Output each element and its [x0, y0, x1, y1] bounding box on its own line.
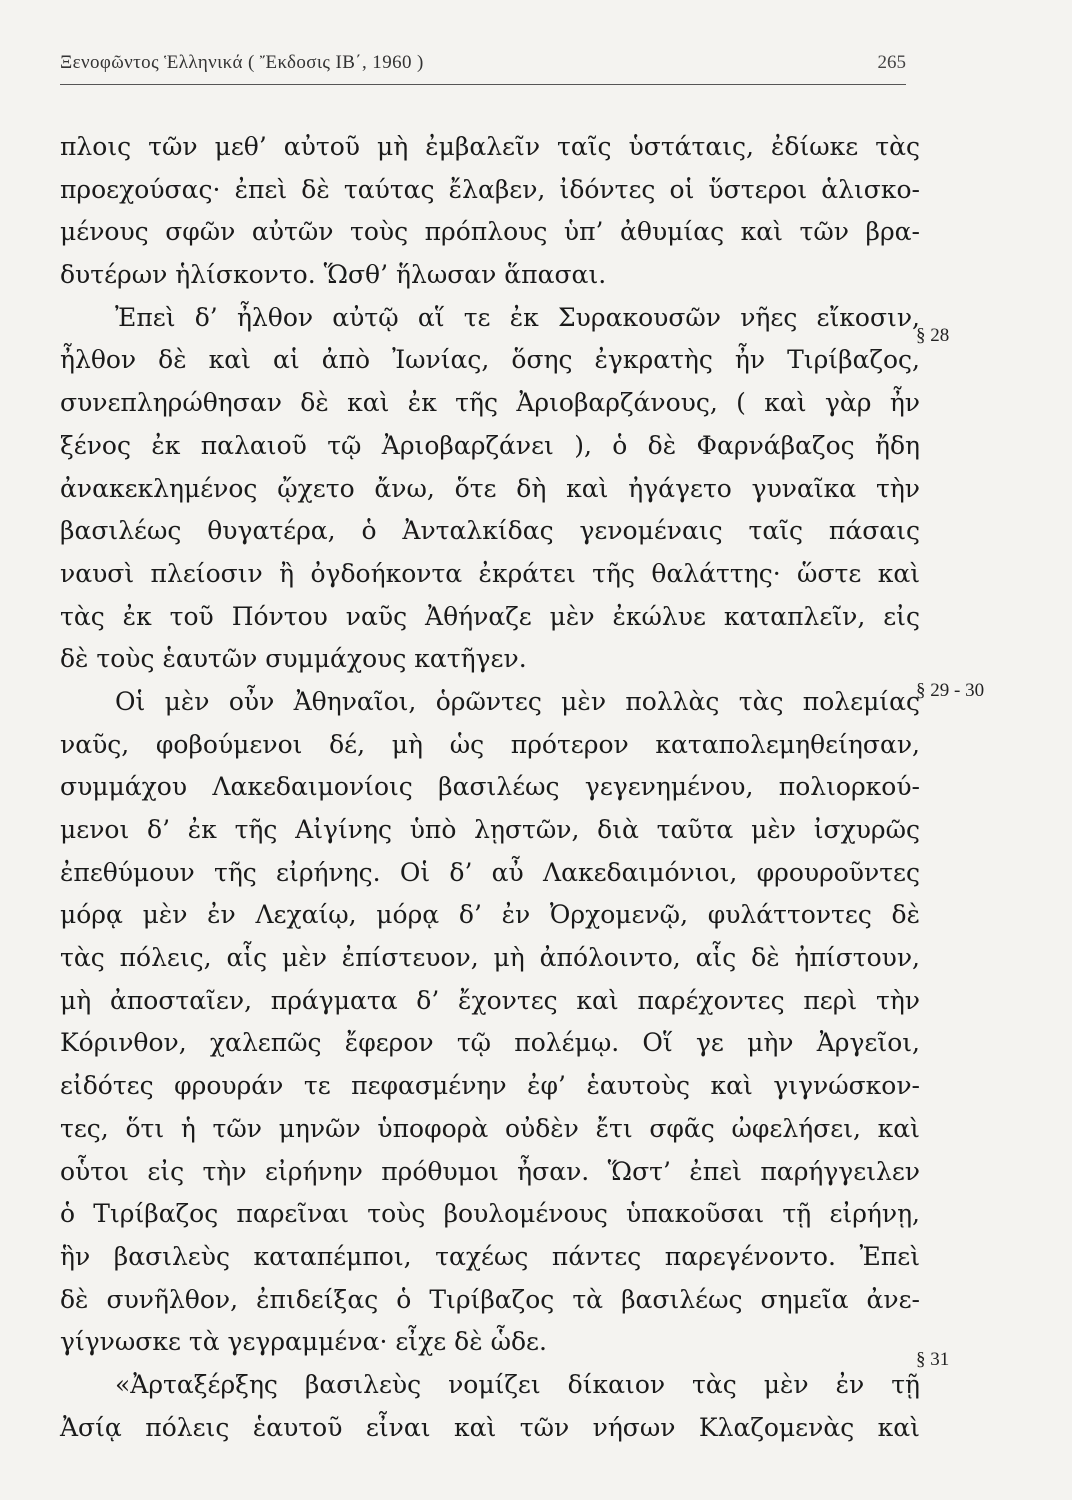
text-line: ἐπεθύμουν τῆς εἰρήνης. Οἱ δ’ αὖ Λακεδαιμόνιοι, φρουροῦντες: [60, 857, 920, 887]
page-number: 265: [877, 52, 906, 73]
text-line: γίγνωσκε τὰ γεγραμμένα· εἶχε δὲ ὧδε.: [60, 1327, 547, 1357]
text-line: ναῦς, φοβούμενοι δέ, μὴ ὡς πρότερον καταπολεμηθείησαν,: [60, 729, 920, 759]
text-line: δὲ συνῆλθον, ἐπιδείξας ὁ Τιρίβαζος τὰ βασιλέως σημεῖα ἀνε-: [60, 1284, 920, 1314]
text-line: δὲ τοὺς ἑαυτῶν συμμάχους κατῆγεν.: [60, 644, 527, 674]
text-line: τὰς πόλεις, αἷς μὲν ἐπίστευον, μὴ ἀπόλοιντο, αἷς δὲ ἠπίστουν,: [60, 943, 920, 973]
text-line: συνεπληρώθησαν δὲ καὶ ἐκ τῆς Ἀριοβαρζάνους, ( καὶ γὰρ ἦν: [60, 388, 920, 418]
text-line: ναυσὶ πλείοσιν ἢ ὀγδοήκοντα ἐκράτει τῆς θαλάττης· ὥστε καὶ: [60, 558, 920, 588]
text-line: πλοις τῶν μεθ’ αὐτοῦ μὴ ἐμβαλεῖν ταῖς ὑστάταις, ἐδίωκε τὰς: [60, 132, 920, 161]
text-line: Ἐπεὶ δ’ ἦλθον αὐτῷ αἵ τε ἐκ Συρακουσῶν νῆες εἴκοσιν,: [115, 302, 920, 332]
section-marker: § 29 - 30: [916, 680, 985, 701]
text-line: οὗτοι εἰς τὴν εἰρήνην πρόθυμοι ἦσαν. Ὥστ’ ἐπεὶ παρήγγειλεν: [60, 1156, 920, 1186]
section-marker: § 28: [916, 325, 950, 346]
text-line: ἀνακεκλημένος ᾤχετο ἄνω, ὅτε δὴ καὶ ἠγάγετο γυναῖκα τὴν: [60, 473, 920, 503]
text-line: ἣν βασιλεὺς καταπέμποι, ταχέως πάντες παρεγένοντο. Ἐπεὶ: [60, 1241, 920, 1271]
text-line: μένους σφῶν αὐτῶν τοὺς πρόπλους ὑπ’ ἀθυμίας καὶ τῶν βρα-: [60, 217, 920, 247]
running-title: Ξενοφῶντος Ἑλληνικά ( Ἔκδοσις ΙΒ΄, 1960 ): [60, 52, 424, 73]
text-line: τες, ὅτι ἡ τῶν μηνῶν ὑποφορὰ οὐδὲν ἔτι σφᾶς ὠφελήσει, καὶ: [60, 1113, 920, 1143]
text-line: εἰδότες φρουράν τε πεφασμένην ἐφ’ ἑαυτοὺς καὶ γιγνώσκον-: [60, 1071, 920, 1101]
section-marker: § 31: [916, 1349, 950, 1370]
text-line: συμμάχου Λακεδαιμονίοις βασιλέως γεγενημένου, πολιορκού-: [60, 772, 920, 802]
text-line: βασιλέως θυγατέρα, ὁ Ἀνταλκίδας γενομέναις ταῖς πάσαις: [60, 516, 920, 546]
text-line: μόρᾳ μὲν ἐν Λεχαίῳ, μόρᾳ δ’ ἐν Ὀρχομενῷ, φυλάττοντες δὲ: [60, 900, 920, 930]
text-line: ἦλθον δὲ καὶ αἱ ἀπὸ Ἰωνίας, ὅσης ἐγκρατὴς ἦν Τιρίβαζος,: [60, 345, 920, 375]
text-line: Κόρινθον, χαλεπῶς ἔφερον τῷ πολέμῳ. Οἵ γε μὴν Ἀργεῖοι,: [60, 1028, 920, 1058]
text-line: Οἱ μὲν οὖν Ἀθηναῖοι, ὁρῶντες μὲν πολλὰς τὰς πολεμίας: [115, 686, 920, 716]
text-line: ὁ Τιρίβαζος παρεῖναι τοὺς βουλομένους ὑπακοῦσαι τῇ εἰρήνῃ,: [60, 1199, 920, 1229]
text-line: τὰς ἐκ τοῦ Πόντου ναῦς Ἀθήναζε μὲν ἐκώλυε καταπλεῖν, εἰς: [60, 601, 920, 631]
body-text: [60, 126, 920, 1449]
text-line: μενοι δ’ ἐκ τῆς Αἰγίνης ὑπὸ λῃστῶν, διὰ ταῦτα μὲν ἰσχυρῶς: [60, 815, 920, 844]
text-line: προεχούσας· ἐπεὶ δὲ ταύτας ἔλαβεν, ἰδόντες οἱ ὕστεροι ἁλισκο-: [60, 174, 920, 204]
text-line: μὴ ἀποσταῖεν, πράγματα δ’ ἔχοντες καὶ παρέχοντες περὶ τὴν: [60, 985, 920, 1015]
text-line: δυτέρων ἡλίσκοντο. Ὥσθ’ ἥλωσαν ἅπασαι.: [60, 260, 607, 290]
text-line: ξένος ἐκ παλαιοῦ τῷ Ἀριοβαρζάνει ), ὁ δὲ Φαρνάβαζος ἤδη: [60, 430, 920, 460]
text-line: «Ἀρταξέρξης βασιλεὺς νομίζει δίκαιον τὰς μὲν ἐν τῇ: [115, 1369, 920, 1399]
text-line: Ἀσίᾳ πόλεις ἑαυτοῦ εἶναι καὶ τῶν νήσων Κλαζομενὰς καὶ: [60, 1412, 920, 1442]
page-header: [60, 50, 906, 85]
